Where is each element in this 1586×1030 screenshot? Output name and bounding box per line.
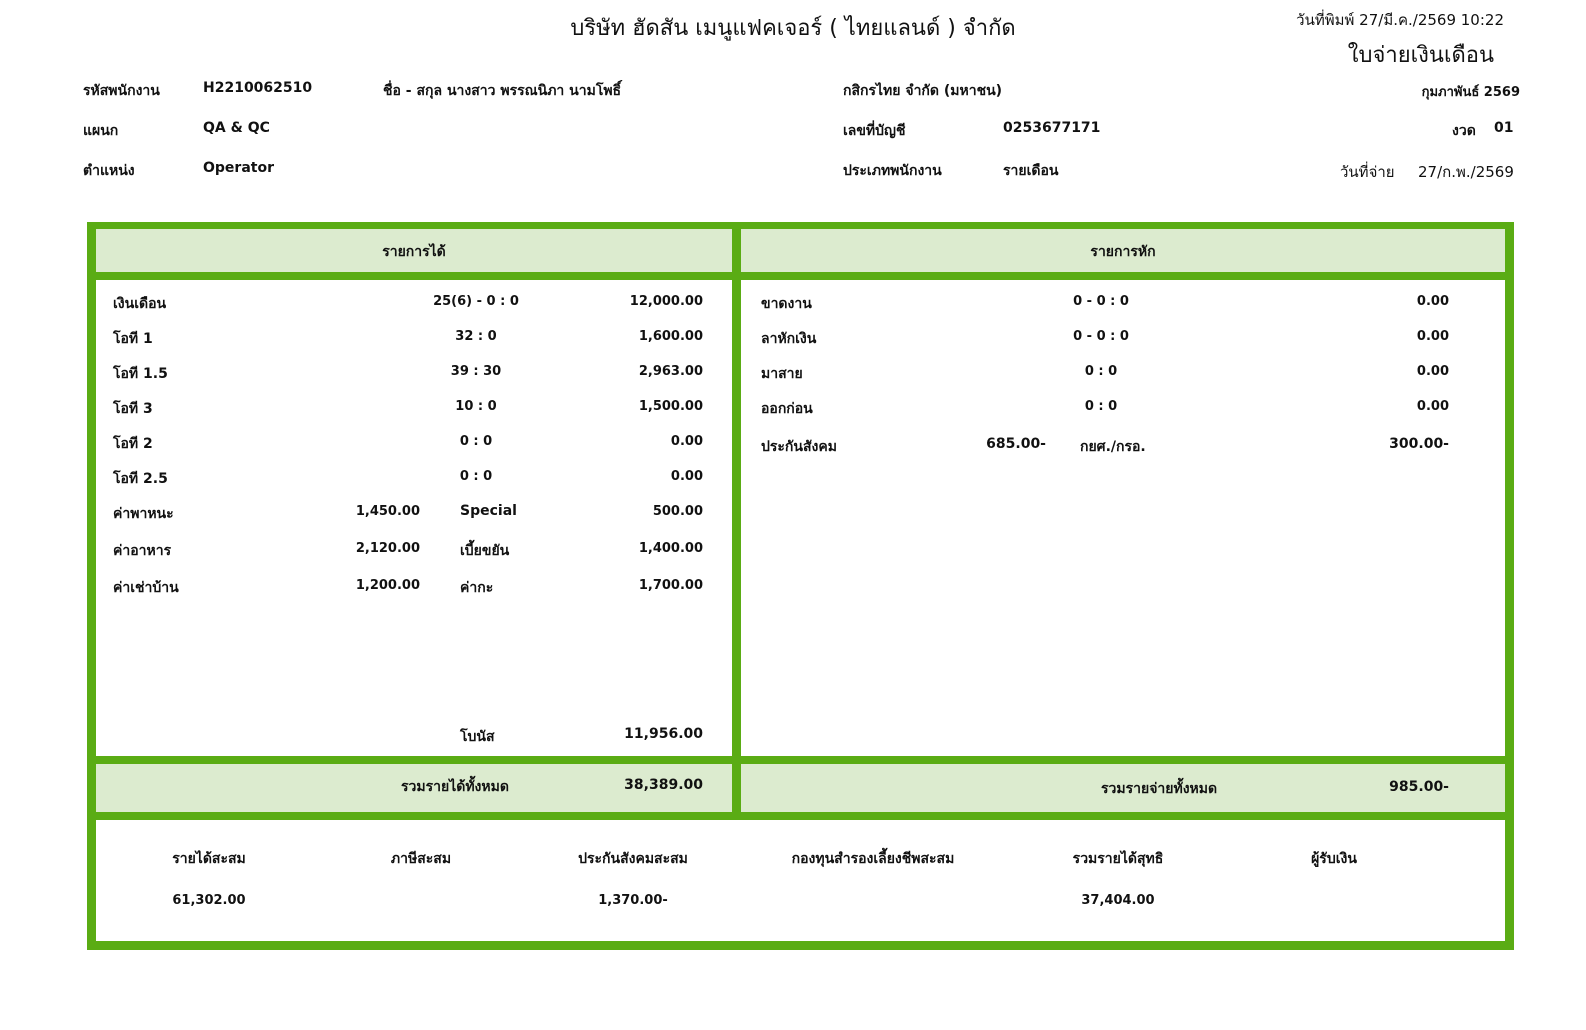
summary-value: 1,370.00- xyxy=(598,893,668,908)
bonus-label: โบนัส xyxy=(460,729,495,745)
earnings-body xyxy=(96,280,732,756)
position-value: Operator xyxy=(203,160,274,176)
allowance-label-secondary: ค่ากะ xyxy=(460,580,494,596)
employee-type-label: ประเภทพนักงาน xyxy=(843,163,942,179)
summary-label: รวมรายได้สุทธิ xyxy=(1072,851,1164,867)
deduction-item-time: 0 - 0 : 0 xyxy=(1073,294,1129,309)
social-security-label: ประกันสังคม xyxy=(761,439,837,455)
allowance-value: 1,450.00 xyxy=(355,504,420,519)
payslip-table xyxy=(87,222,1514,950)
earning-item-label: เงินเดือน xyxy=(113,296,167,312)
allowance-label: ค่าพาหนะ xyxy=(113,506,174,522)
earning-item-amount: 0.00 xyxy=(670,469,703,484)
employee-name-label: ชื่อ - สกุล xyxy=(383,83,443,99)
earning-item-time: 0 : 0 xyxy=(459,469,493,484)
employee-type-value: รายเดือน xyxy=(1003,163,1059,179)
deduction-item-time: 0 : 0 xyxy=(1084,399,1118,414)
earning-item-time: 10 : 0 xyxy=(455,399,497,414)
employee-name-value: นางสาว พรรณนิภา นามโพธิ์ xyxy=(446,83,622,99)
summary-label: ประกันสังคมสะสม xyxy=(578,851,688,867)
deduction-item-label: ลาหักเงิน xyxy=(761,331,817,347)
earning-item-amount: 1,500.00 xyxy=(638,399,703,414)
deduction-item-label: ออกก่อน xyxy=(761,401,813,417)
deductions-total-value: 985.00- xyxy=(1389,779,1449,795)
summary-label: ผู้รับเงิน xyxy=(1311,851,1357,867)
department-label: แผนก xyxy=(83,123,119,139)
earning-item-label: โอที 2 xyxy=(113,436,153,452)
allowance-value-secondary: 500.00 xyxy=(652,504,703,519)
earnings-total-label: รวมรายได้ทั้งหมด xyxy=(401,779,509,795)
employee-id-label: รหัสพนักงาน xyxy=(83,83,160,99)
account-value: 0253677171 xyxy=(1003,120,1101,136)
allowance-value-secondary: 1,400.00 xyxy=(638,541,703,556)
allowance-value-secondary: 1,700.00 xyxy=(638,578,703,593)
deduction-item-amount: 0.00 xyxy=(1416,399,1449,414)
account-label: เลขที่บัญชี xyxy=(843,123,906,139)
bank-name: กสิกรไทย จำกัด (มหาชน) xyxy=(843,83,1003,99)
student-loan-label: กยศ./กรอ. xyxy=(1080,439,1146,455)
print-date xyxy=(1296,8,1504,32)
pay-date-value: 27/ก.พ./2569 xyxy=(1418,163,1514,181)
round-label: งวด xyxy=(1452,123,1476,139)
allowance-value: 2,120.00 xyxy=(355,541,420,556)
deduction-item-amount: 0.00 xyxy=(1416,364,1449,379)
department-value: QA & QC xyxy=(203,120,270,136)
earning-item-amount: 1,600.00 xyxy=(638,329,703,344)
deductions-header xyxy=(741,229,1505,272)
summary-label: กองทุนสำรองเลี้ยงชีพสะสม xyxy=(791,851,955,867)
pay-period-month: กุมภาพันธ์ 2569 xyxy=(1421,85,1520,100)
deduction-item-label: มาสาย xyxy=(761,366,803,382)
earning-item-time: 25(6) - 0 : 0 xyxy=(433,294,519,309)
earning-item-amount: 0.00 xyxy=(670,434,703,449)
summary-label: ภาษีสะสม xyxy=(390,851,452,867)
earnings-title: รายการได้ xyxy=(382,244,446,260)
allowance-label-secondary: เบี้ยขยัน xyxy=(460,543,510,559)
document-title: ใบจ่ายเงินเดือน xyxy=(1347,43,1494,68)
bonus-value: 11,956.00 xyxy=(624,726,703,742)
earning-item-time: 0 : 0 xyxy=(459,434,493,449)
employee-name xyxy=(383,80,621,102)
deduction-item-label: ขาดงาน xyxy=(761,296,812,312)
company-name: บริษัท ฮัดสัน เมนูแฟคเจอร์ ( ไทยแลนด์ ) จำกัด xyxy=(570,16,1016,41)
earning-item-label: โอที 2.5 xyxy=(113,471,168,487)
deductions-title: รายการหัก xyxy=(1090,244,1156,260)
deduction-item-time: 0 : 0 xyxy=(1084,364,1118,379)
earnings-total-value: 38,389.00 xyxy=(624,777,703,793)
pay-date-label: วันที่จ่าย xyxy=(1340,163,1395,181)
print-date-label: วันที่พิมพ์ xyxy=(1296,11,1355,29)
social-security-value: 685.00- xyxy=(986,436,1046,452)
deductions-total-label: รวมรายจ่ายทั้งหมด xyxy=(1101,781,1218,797)
student-loan-value: 300.00- xyxy=(1389,436,1449,452)
deduction-item-amount: 0.00 xyxy=(1416,329,1449,344)
summary-value: 61,302.00 xyxy=(172,893,246,908)
earning-item-label: โอที 1.5 xyxy=(113,366,168,382)
summary-label: รายได้สะสม xyxy=(172,851,246,867)
earning-item-amount: 12,000.00 xyxy=(629,294,703,309)
earnings-header xyxy=(96,229,732,272)
earning-item-time: 32 : 0 xyxy=(455,329,497,344)
earnings-total-row xyxy=(96,764,732,812)
allowance-label-secondary: Special xyxy=(460,503,517,519)
deductions-total-row xyxy=(741,764,1505,812)
earning-item-time: 39 : 30 xyxy=(450,364,502,379)
deductions-body xyxy=(741,280,1505,756)
position-label: ตำแหน่ง xyxy=(83,163,135,179)
employee-id-value: H2210062510 xyxy=(203,80,313,96)
earning-item-label: โอที 1 xyxy=(113,331,153,347)
summary-section xyxy=(96,820,1505,941)
allowance-value: 1,200.00 xyxy=(355,578,420,593)
earning-item-label: โอที 3 xyxy=(113,401,153,417)
round-value: 01 xyxy=(1494,120,1514,136)
deduction-item-amount: 0.00 xyxy=(1416,294,1449,309)
print-date-value: 27/มี.ค./2569 10:22 xyxy=(1359,11,1504,29)
summary-value: 37,404.00 xyxy=(1081,893,1155,908)
earning-item-amount: 2,963.00 xyxy=(638,364,703,379)
deduction-item-time: 0 - 0 : 0 xyxy=(1073,329,1129,344)
allowance-label: ค่าเช่าบ้าน xyxy=(113,580,179,596)
allowance-label: ค่าอาหาร xyxy=(113,543,172,559)
